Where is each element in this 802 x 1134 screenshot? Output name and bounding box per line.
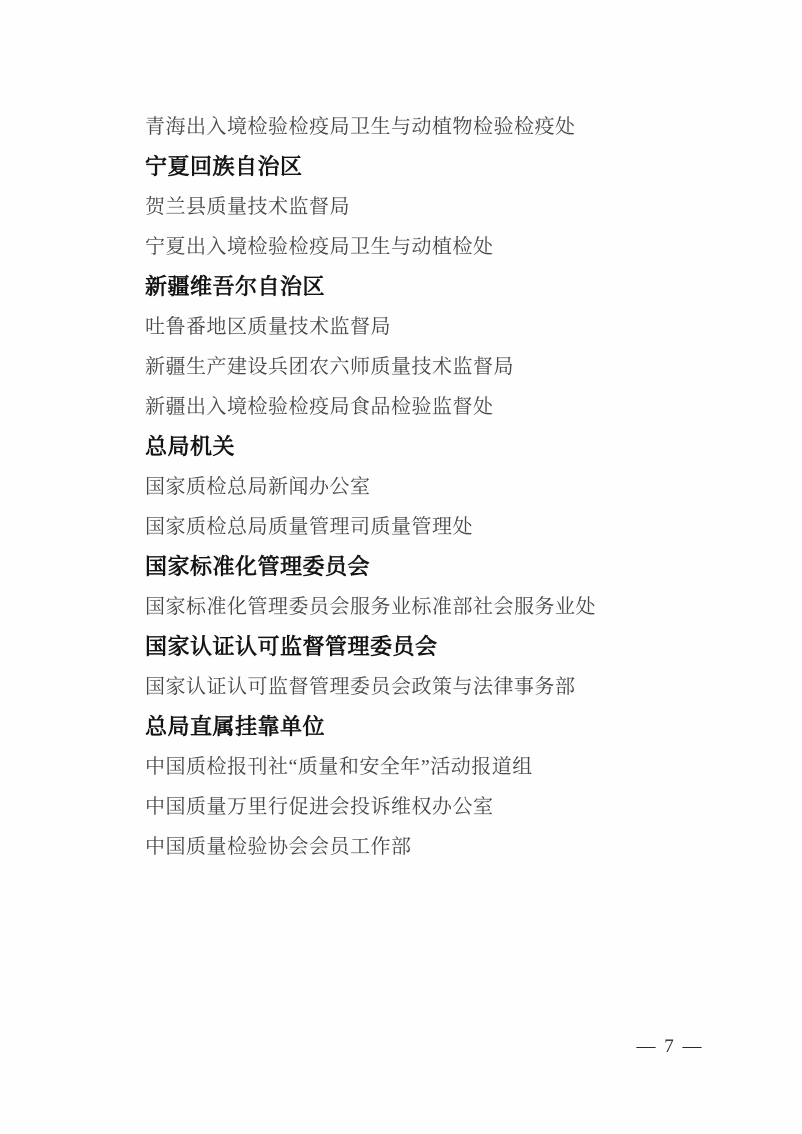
section-heading: 宁夏回族自治区: [145, 154, 303, 179]
org-list-item: 吐鲁番地区质量技术监督局: [145, 316, 391, 338]
org-list-item: 宁夏出入境检验检疫局卫生与动植检处: [145, 236, 494, 258]
page-number: — 7 —: [636, 1036, 704, 1057]
org-list-item: 新疆出入境检验检疫局食品检验监督处: [145, 396, 494, 418]
org-list-item: 中国质量检验协会会员工作部: [145, 836, 412, 858]
section-heading: 国家认证认可监督管理委员会: [145, 634, 438, 659]
org-list-item: 国家质检总局质量管理司质量管理处: [145, 516, 473, 538]
org-list-item: 中国质量万里行促进会投诉维权办公室: [145, 796, 494, 818]
org-list-item: 国家认证认可监督管理委员会政策与法律事务部: [145, 676, 576, 698]
org-list-item: 国家标准化管理委员会服务业标准部社会服务业处: [145, 596, 596, 618]
section-heading: 国家标准化管理委员会: [145, 554, 371, 579]
org-list-item: 新疆生产建设兵团农六师质量技术监督局: [145, 356, 514, 378]
org-list-item: 青海出入境检验检疫局卫生与动植物检验检疫处: [145, 116, 576, 138]
org-list-item: 中国质检报刊社“质量和安全年”活动报道组: [145, 756, 533, 778]
section-heading: 总局机关: [145, 434, 236, 459]
section-heading: 总局直属挂靠单位: [145, 714, 326, 739]
org-list: [145, 107, 752, 867]
section-heading: 新疆维吾尔自治区: [145, 274, 326, 299]
org-list-item: 国家质检总局新闻办公室: [145, 476, 371, 498]
org-list-item: 贺兰县质量技术监督局: [145, 196, 350, 218]
